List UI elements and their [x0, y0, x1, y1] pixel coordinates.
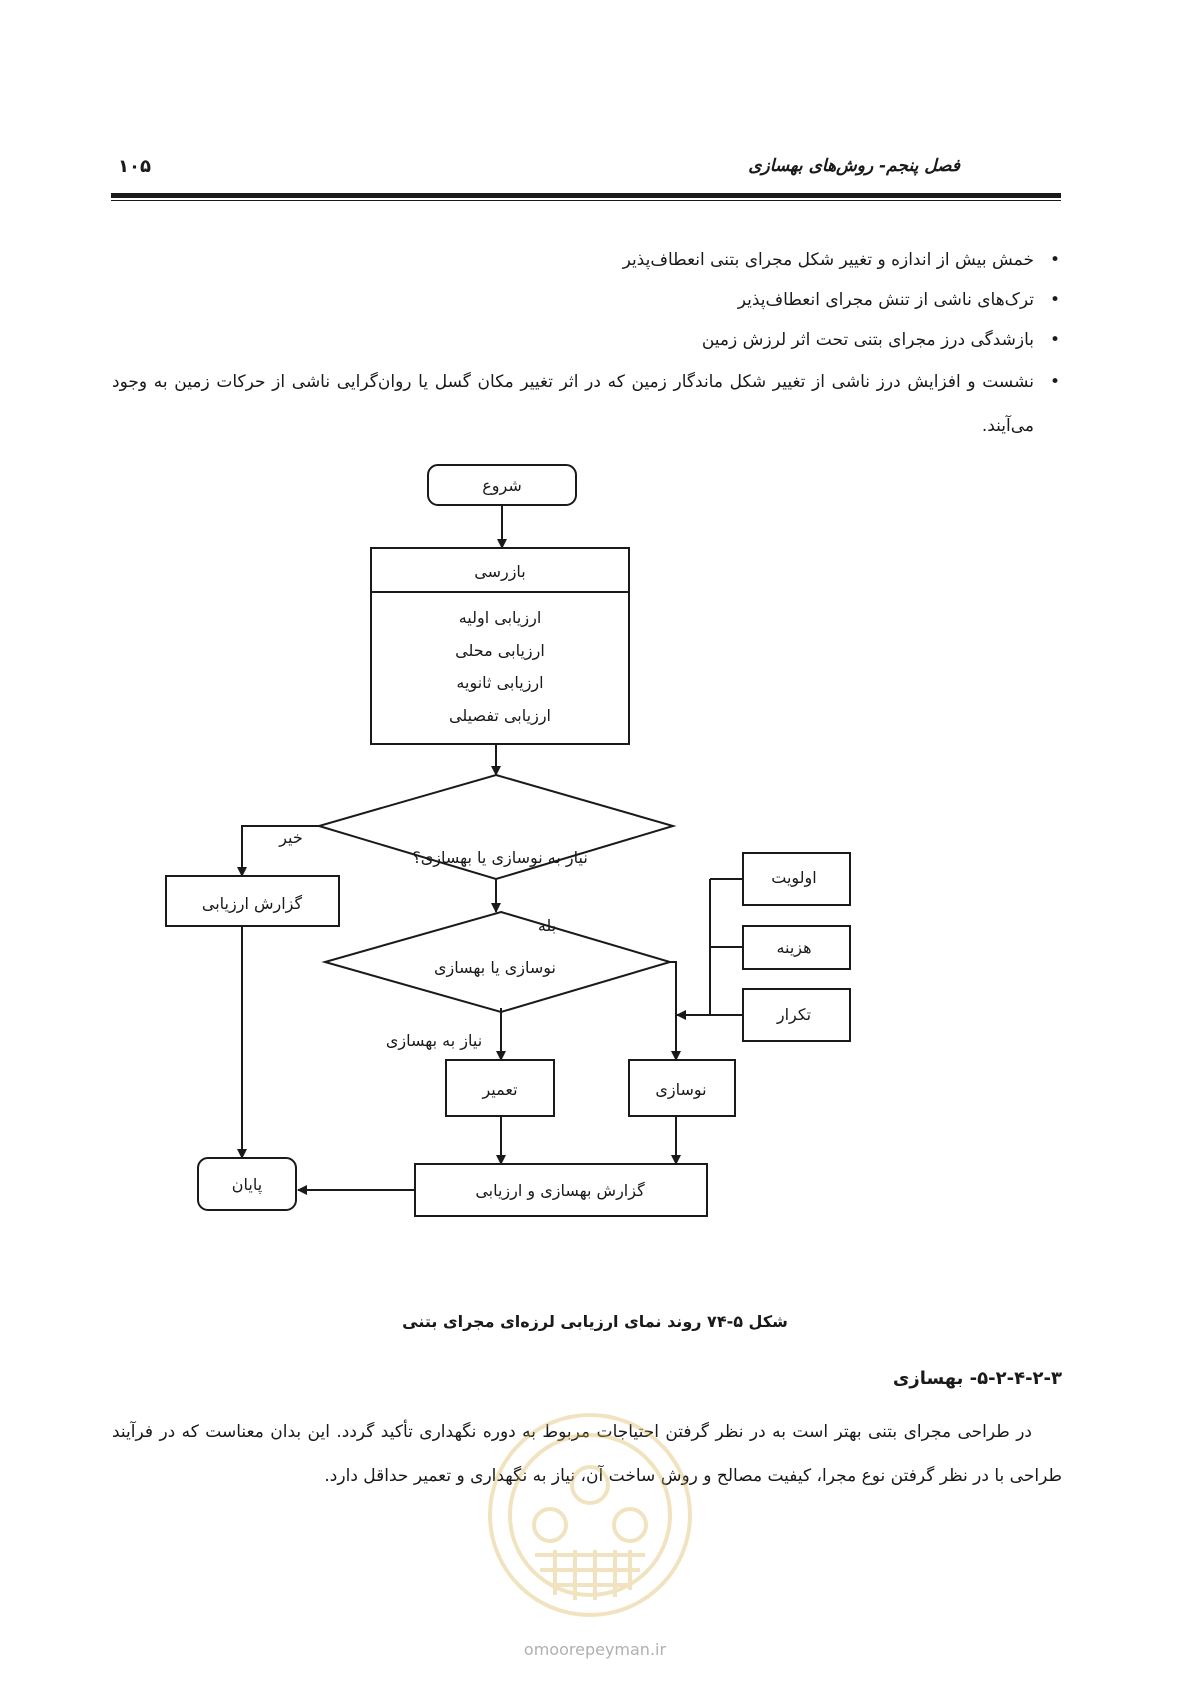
inspection-item: ارزیابی اولیه [458, 608, 542, 627]
repair-label: تعمیر [482, 1080, 518, 1099]
inspection-title: بازرسی [474, 562, 526, 581]
watermark-seal-icon [480, 1405, 700, 1625]
repetition-label: تکرار [776, 1005, 812, 1024]
assessment-report-label: گزارش ارزیابی [201, 894, 303, 913]
flowchart [160, 460, 990, 1310]
start-label: شروع [482, 476, 522, 495]
figure-caption: شکل ۵-۷۴ روند نمای ارزیابی لرزه‌ای مجرای بتنی [402, 1312, 788, 1331]
label-yes: بله [537, 916, 557, 935]
decision-need-label: نیاز به نوسازی یا بهسازی؟ [412, 848, 588, 867]
inspection-item: ارزیابی تفصیلی [449, 706, 551, 725]
header-rule-thin [111, 200, 1061, 201]
chapter-title: فصل پنجم- روش‌های بهسازی [748, 156, 960, 176]
bullet-item: • نشست و افزایش درز ناشی از تغییر شکل ماندگار زمین که در اثر تغییر مکان گسل یا روان‌گرایی ناشی از حرکات زمین به وجود می‌آیند. [112, 360, 1062, 448]
renewal-label: نوسازی [655, 1080, 707, 1099]
end-label: پایان [231, 1175, 263, 1194]
page-number: ۱۰۵ [118, 156, 151, 177]
bullet-item: • بازشدگی درز مجرای بتنی تحت اثر لرزش زمین [112, 320, 1062, 360]
bullet-item: • ترک‌های ناشی از تنش مجرای انعطاف‌پذیر [112, 280, 1062, 320]
label-no: خیر [279, 828, 303, 847]
body-paragraph: در طراحی مجرای بتنی بهتر است به در نظر گرفتن احتیاجات مربوط به دوره نگهداری تأکید گردد. این بدان معناست که در فرآیند طراحی با در نظر گرفتن نوع مجرا، کیفیت مصالح و روش ساخت آن، نیاز به نگهداری و تعمیر حداقل دارد. [112, 1422, 1062, 1486]
bullet-item: • خمش بیش از اندازه و تغییر شکل مجرای بتنی انعطاف‌پذیر [112, 240, 1062, 280]
watermark-url: omoorepeyman.ir [523, 1640, 667, 1659]
priority-label: اولویت [771, 868, 817, 887]
final-report-label: گزارش بهسازی و ارزیابی [475, 1181, 645, 1200]
decision-type-label: نوسازی یا بهسازی [434, 958, 556, 977]
inspection-item: ارزیابی محلی [455, 641, 545, 660]
section-heading: ۵-۲-۴-۲-۳- بهسازی [892, 1368, 1062, 1389]
bullet-list [112, 240, 1062, 448]
inspection-item: ارزیابی ثانویه [456, 673, 544, 692]
header-rule [111, 193, 1061, 198]
cost-label: هزینه [776, 938, 812, 957]
label-need-retrofit: نیاز به بهسازی [385, 1031, 483, 1050]
